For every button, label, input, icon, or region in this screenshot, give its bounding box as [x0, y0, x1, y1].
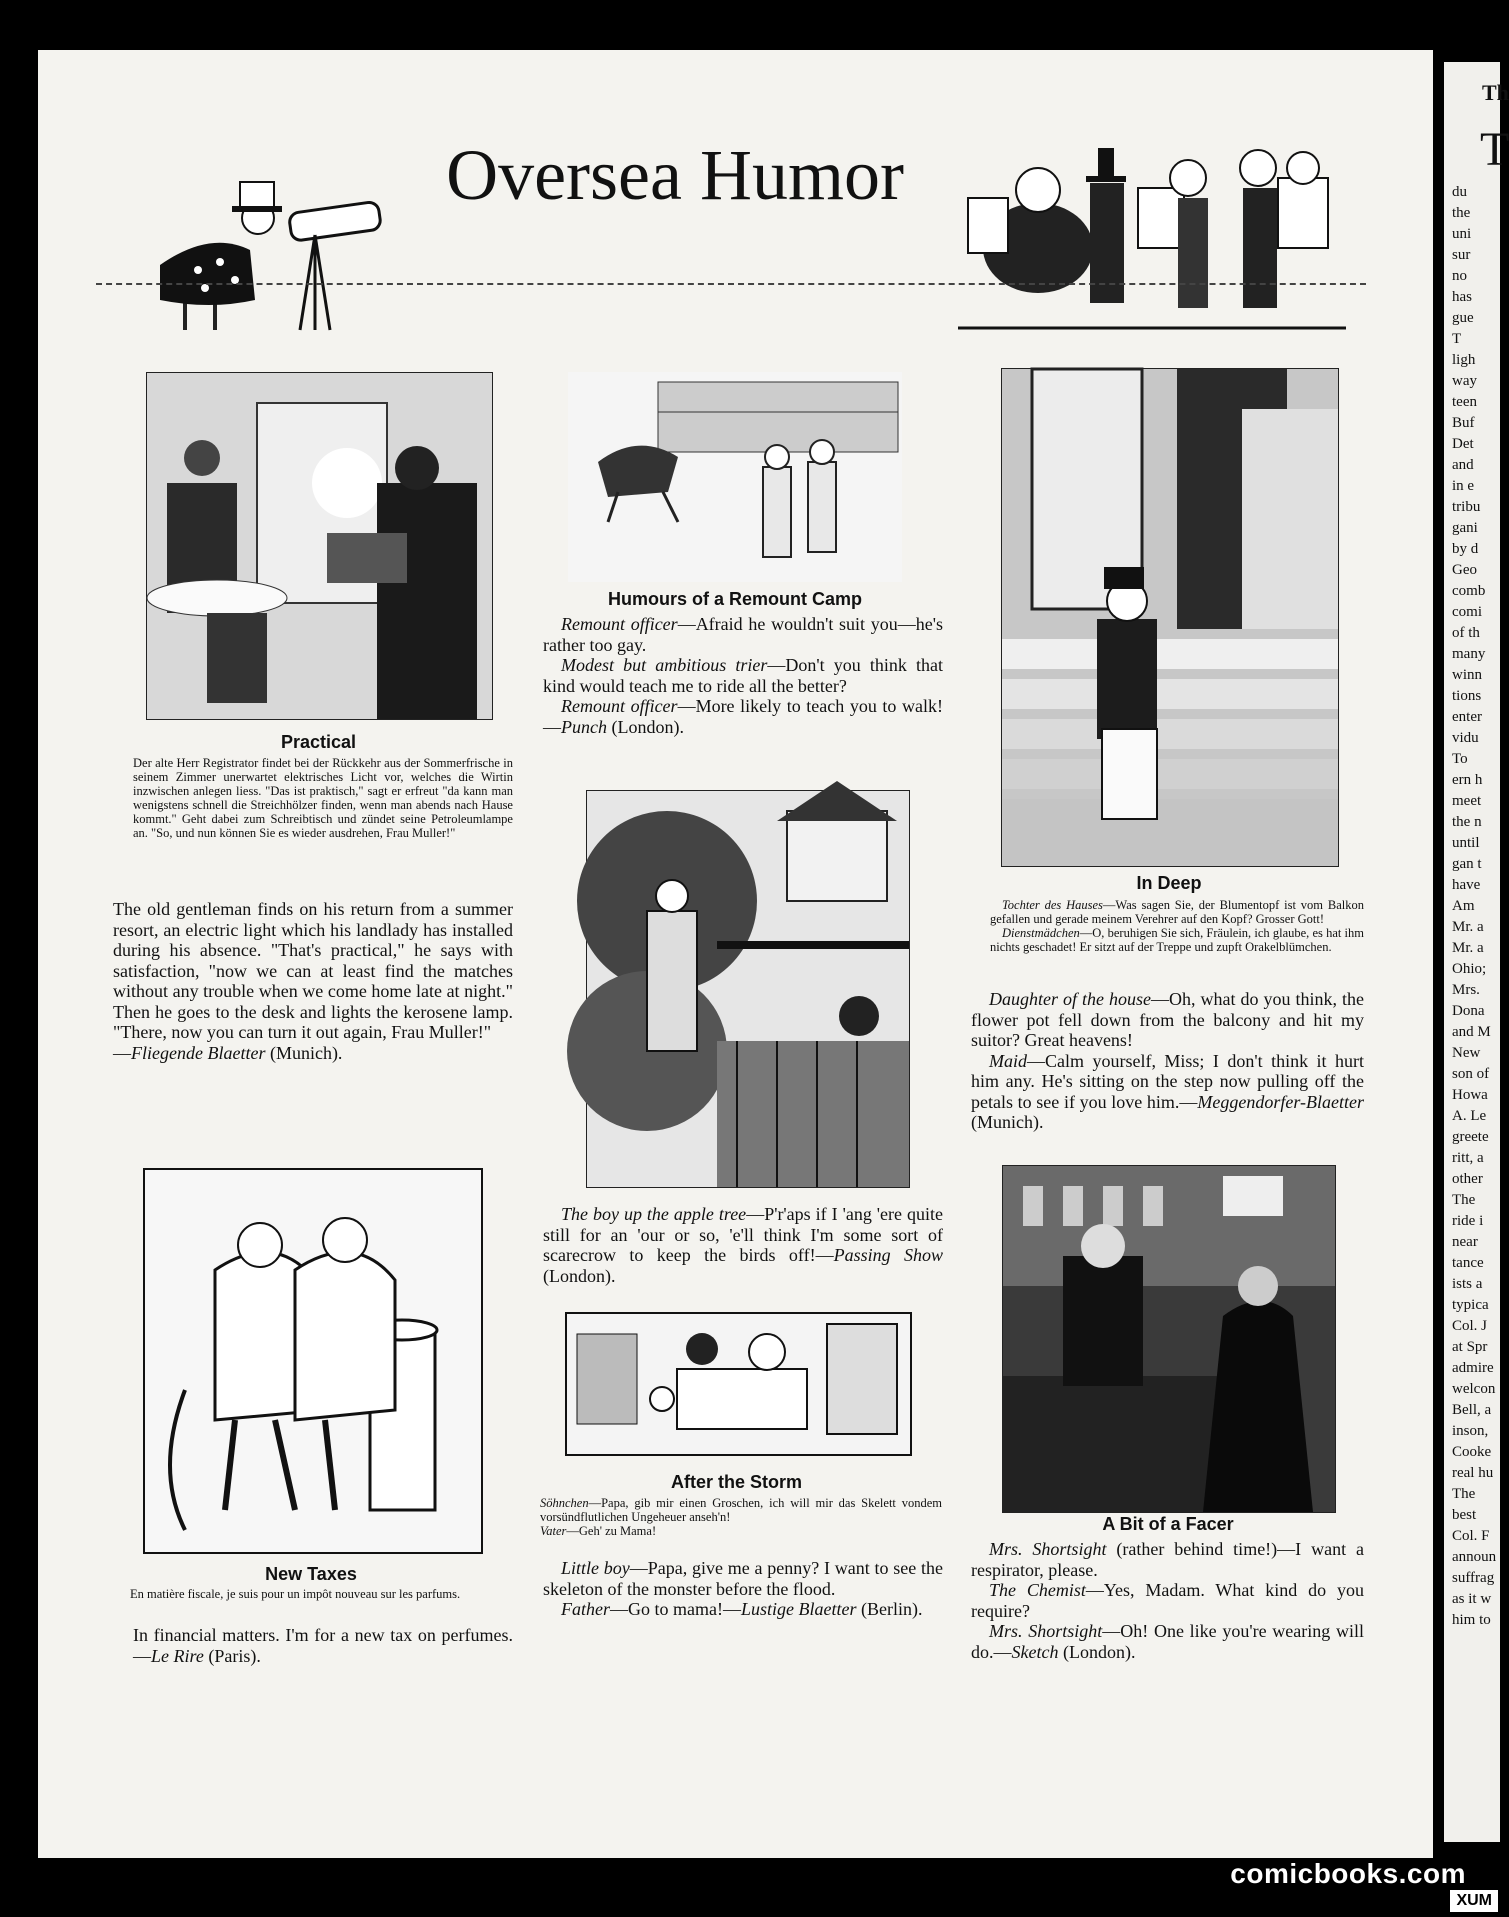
next-page-fragment: Mr. a: [1452, 940, 1484, 956]
dialogue-line: [971, 1580, 1364, 1621]
dialogue-line: Remount officer—More likely to teach you to walk!—Punch (London).: [543, 696, 943, 737]
next-page-fragment: best: [1452, 1507, 1477, 1523]
apple-tree-cartoon-illustration: [586, 790, 910, 1188]
caption-in-deep: In Deep: [1136, 873, 1202, 893]
next-page-fragment: other: [1452, 1171, 1483, 1187]
dialogue-text: —Geh' zu Mama!: [566, 1524, 657, 1538]
dialogue-text: —Don't you think that kind would teach me to ride all the better?: [543, 655, 943, 696]
dialogue-line: [540, 1496, 942, 1524]
dialogue-line: Mrs. Shortsight—Oh! One like you're wearing will do.—Sketch (London).: [971, 1621, 1364, 1662]
next-page-fragment: Am: [1452, 898, 1475, 914]
dialogue-line: [971, 989, 1364, 1051]
source-title: Punch: [561, 716, 607, 737]
dialogue-line: [971, 1539, 1364, 1580]
dialogue-line: The boy up the apple tree—P'r'aps if I 'ang 'ere quite still for an 'our or so, 'e'll think I'm some sort of scarecrow to keep the birds off!—Passing Show (London).: [543, 1204, 944, 1286]
speaker-name: Modest but ambitious trier: [561, 655, 768, 675]
speaker-name: The boy up the apple tree: [561, 1204, 747, 1224]
original-text-new-taxes: En matière fiscale, je suis pour un impôt nouveau sur les parfums.: [130, 1587, 461, 1601]
next-page-fragment: Dona: [1452, 1003, 1485, 1019]
next-page-fragment: until: [1452, 835, 1480, 851]
dialogue-text: —P'r'aps if I 'ang 'ere quite still for an 'our or so, 'e'll think I'm some sort of scarecrow to keep the birds off!: [543, 1204, 943, 1265]
source-city: (Paris).: [208, 1645, 261, 1666]
speaker-name: The Chemist: [989, 1580, 1086, 1600]
translation-practical: The old gentleman finds on his return from a summer resort, an electric light which his landlady has installed during his absence. "That's practical," he says with satisfaction, "now we can at least find the matches without any trouble when we come home late at night." Then he goes to the desk and lights the kerosene lamp. "There, now you can turn it out again, Frau Muller!" —Fliegende Blaetter (Munich).: [113, 899, 513, 1063]
source-city: (London).: [611, 716, 684, 737]
speaker-name: Remount officer: [561, 614, 678, 634]
next-page-fragment: meet: [1452, 793, 1482, 809]
dialogue-in-deep: [971, 989, 1364, 1133]
speaker-name: Daughter of the house: [989, 989, 1151, 1009]
next-page-fragment: many: [1452, 646, 1486, 662]
dialogue-text: —Yes, Madam. What kind do you require?: [971, 1580, 1364, 1621]
source-city: (London).: [543, 1265, 616, 1286]
dialogue-line: Father—Go to mama!—Lustige Blaetter (Berlin).: [561, 1599, 923, 1619]
dialogue-text: —Oh, what do you think, the flower pot fell down from the balcony and hit my suitor? Great heavens!: [971, 989, 1364, 1050]
site-watermark: comicbooks.com: [1230, 1858, 1466, 1889]
next-page-fragment: him to: [1452, 1612, 1491, 1628]
dialogue-bit-of-a-facer: [971, 1539, 1364, 1662]
next-page-fragment: sur: [1452, 247, 1471, 263]
next-page-fragment: tance: [1452, 1255, 1484, 1271]
dialogue-line: [543, 655, 943, 696]
next-page-fragment: A. Le: [1452, 1108, 1487, 1124]
next-page-fragment: Geo: [1452, 562, 1477, 578]
next-page-fragment: at Spr: [1452, 1339, 1488, 1355]
next-page-fragment: son of: [1452, 1066, 1490, 1082]
next-page-text-fragments: [1452, 182, 1500, 1631]
next-page-fragment: and M: [1452, 1024, 1491, 1040]
speaker-name: Dienstmädchen: [1002, 926, 1080, 940]
next-page-fragment: The: [1452, 1486, 1476, 1502]
dialogue-text: (rather behind time!)—I want a respirator, please.: [971, 1539, 1364, 1580]
dialogue-text: —Afraid he wouldn't suit you—he's rather too gay.: [543, 614, 943, 655]
source-city: (London).: [1062, 1641, 1136, 1662]
next-page-fragment: ists a: [1452, 1276, 1483, 1292]
dialogue-text: —Papa, give me a penny? I want to see the skeleton of the monster before the flood.: [543, 1558, 943, 1599]
next-page-fragment: Buf: [1452, 415, 1475, 431]
next-page-fragment: tribu: [1452, 499, 1481, 515]
next-page-fragment: Col. F: [1452, 1528, 1490, 1544]
next-page-fragment: of th: [1452, 625, 1480, 641]
next-page-fragment: near: [1452, 1234, 1478, 1250]
dialogue-text: —O, beruhigen Sie sich, Fräulein, ich glaube, es hat ihm nichts geschadet! Er sitzt auf der Treppe und zupft Orakelblümchen.: [990, 926, 1364, 954]
next-page-fragment: inson,: [1452, 1423, 1489, 1439]
newsreaders-crowd-illustration: [958, 128, 1346, 338]
speaker-name: Söhnchen: [540, 1496, 589, 1510]
next-page-fragment: Mr. a: [1452, 919, 1484, 935]
speaker-name: Remount officer: [561, 696, 678, 716]
next-page-fragment: enter: [1452, 709, 1482, 725]
dialogue-text: —Was sagen Sie, der Blumentopf ist vom Balkon gefallen und gerade meinem Verehrer auf den Kopf? Grosser Gott!: [990, 898, 1364, 926]
original-text-after-the-storm: [540, 1496, 942, 1538]
next-page-fragment: comb: [1452, 583, 1486, 599]
speaker-name: Little boy: [561, 1558, 630, 1578]
next-page-fragment: ern h: [1452, 772, 1483, 788]
caption-practical: Practical: [280, 732, 357, 752]
next-page-fragment: ritt, a: [1452, 1150, 1484, 1166]
next-page-fragment: gan t: [1452, 856, 1482, 872]
next-page-fragment: T: [1452, 331, 1462, 347]
next-page-heading: Th: [1482, 80, 1509, 105]
next-page-fragment: The: [1452, 1192, 1476, 1208]
source-title: Passing Show: [833, 1245, 944, 1265]
source-title: Le Rire: [151, 1645, 204, 1666]
dialogue-line: [540, 1524, 942, 1538]
source-city: (Munich).: [971, 1112, 1044, 1132]
next-page-fragment: gue: [1452, 310, 1474, 326]
next-page-fragment: Howa: [1452, 1087, 1488, 1103]
dialogue-line: [990, 926, 1364, 954]
next-page-fragment: du: [1452, 184, 1467, 200]
speaker-name: Mrs. Shortsight: [989, 1621, 1103, 1641]
dialogue-remount-camp: [543, 614, 943, 737]
dialogue-line: [543, 614, 943, 655]
next-page-fragment: welcon: [1452, 1381, 1496, 1397]
next-page-fragment: suffrag: [1452, 1570, 1495, 1586]
next-page-fragment: Col. J: [1452, 1318, 1488, 1334]
caption-new-taxes: New Taxes: [265, 1564, 357, 1584]
dialogue-apple-tree: [543, 1204, 943, 1286]
translation-new-taxes: In financial matters. I'm for a new tax on perfumes.—Le Rire (Paris).: [133, 1625, 513, 1666]
next-page-fragment: uni: [1452, 226, 1472, 242]
next-page-fragment: vidu: [1452, 730, 1479, 746]
original-text-practical: Der alte Herr Registrator findet bei der Rückkehr aus der Sommerfrische in seinem Zimmer unerwartet elektrisches Licht vor, welches die Wirtin inzwischen anlegen liess. "Das ist praktisch," sagt er erfreut "da kann man wenigstens schnell die Streichhölzer finden, wenn man abends nach Hause kommt." Geht dabei zum Schreibtisch und zündet seine Petroleumlampe an. "So, und nun können Sie es wieder ausdrehen, Frau Muller!": [133, 756, 513, 840]
speaker-name: Father: [561, 1599, 610, 1619]
next-page-fragment: the n: [1452, 814, 1482, 830]
next-page-fragment: Cooke: [1452, 1444, 1492, 1460]
next-page-fragment: Ohio;: [1452, 961, 1487, 977]
next-page-fragment: and: [1452, 457, 1474, 473]
speaker-name: Maid: [989, 1050, 1027, 1071]
next-page-fragment: have: [1452, 877, 1481, 893]
next-page-fragment: Bell, a: [1452, 1402, 1492, 1418]
dialogue-text: —Oh! One like you're wearing will do.: [971, 1621, 1364, 1662]
original-text-in-deep: [990, 898, 1364, 954]
next-page-fragment: typica: [1452, 1297, 1489, 1313]
bit-of-a-facer-cartoon-illustration: [1002, 1165, 1336, 1513]
next-page-fragment: New: [1452, 1045, 1481, 1061]
dialogue-text: —More likely to teach you to walk!: [677, 696, 943, 716]
source-title: Meggendorfer-Blaetter: [1197, 1091, 1364, 1112]
watermark-tag: XUM: [1450, 1890, 1498, 1912]
translation-new-taxes-text: In financial matters. I'm for a new tax on perfumes.: [133, 1625, 513, 1645]
caption-after-the-storm: After the Storm: [670, 1472, 802, 1492]
next-page-fragment: as it w: [1452, 1591, 1492, 1607]
page-title: Oversea Humor: [446, 135, 904, 215]
next-page-fragment: comi: [1452, 604, 1482, 620]
dialogue-text: —Go to mama!: [610, 1599, 723, 1619]
next-page-fragment: real hu: [1452, 1465, 1494, 1481]
next-page-fragment: winn: [1452, 667, 1482, 683]
speaker-name: Vater: [540, 1524, 567, 1538]
dialogue-line: [990, 898, 1364, 926]
speaker-name: Tochter des Hauses: [1002, 898, 1103, 912]
next-page-fragment: admire: [1452, 1360, 1494, 1376]
after-the-storm-cartoon-illustration: [565, 1312, 912, 1456]
next-page-fragment: teen: [1452, 394, 1477, 410]
next-page-fragment: To: [1452, 751, 1468, 767]
next-page-fragment: greete: [1452, 1129, 1489, 1145]
speaker-name: Mrs. Shortsight: [989, 1539, 1107, 1559]
caption-remount-camp: Humours of a Remount Camp: [607, 589, 862, 609]
next-page-drop-cap: T: [1480, 123, 1509, 176]
in-deep-cartoon-illustration: [1001, 368, 1339, 867]
caption-bit-of-a-facer: A Bit of a Facer: [1102, 1514, 1234, 1534]
source-city: (Berlin).: [860, 1599, 923, 1619]
source-title: Fliegende Blaetter: [131, 1042, 266, 1063]
next-page-fragment: way: [1452, 373, 1477, 389]
next-page-fragment: no: [1452, 268, 1467, 284]
next-page-fragment: has: [1452, 289, 1472, 305]
source-title: Sketch: [1011, 1641, 1059, 1662]
next-page-fragment: Det: [1452, 436, 1474, 452]
dialogue-line: [543, 1558, 943, 1599]
next-page-fragment: the: [1452, 205, 1471, 221]
next-page-edge: [1444, 62, 1509, 1842]
next-page-fragment: by d: [1452, 541, 1479, 557]
next-page-fragment: in e: [1452, 478, 1475, 494]
uncle-sam-telescope-illustration: [140, 170, 380, 335]
source-city: (Munich).: [269, 1042, 343, 1063]
source-title: Lustige Blaetter: [740, 1599, 857, 1619]
next-page-fragment: announ: [1452, 1549, 1497, 1565]
next-page-fragment: Mrs.: [1452, 982, 1480, 998]
new-taxes-cartoon-illustration: [143, 1168, 483, 1554]
dialogue-after-the-storm: [543, 1558, 943, 1620]
banner-ground-line: [96, 283, 1366, 285]
next-page-fragment: ligh: [1452, 352, 1476, 368]
dialogue-line: Maid—Calm yourself, Miss; I don't think it hurt him any. He's sitting on the step now pulling off the petals to see if you love him.—Meggendorfer-Blaetter (Munich).: [971, 1050, 1364, 1132]
dialogue-text: —Papa, gib mir einen Groschen, ich will mir das Skelett vondem vorsündflutlichen Ungeheuer anseh'n!: [540, 1496, 942, 1524]
next-page-fragment: ride i: [1452, 1213, 1484, 1229]
translation-practical-text: The old gentleman finds on his return from a summer resort, an electric light which his landlady has installed during his absence. "That's practical," he says with satisfaction, "now we can at least find the matches without any trouble when we come home late at night." Then he goes to the desk and lights the kerosene lamp. "There, now you can turn it out again, Frau Muller!": [113, 899, 513, 1042]
next-page-fragment: tions: [1452, 688, 1482, 704]
dialogue-text: —Calm yourself, Miss; I don't think it hurt him any. He's sitting on the step now pulling off the petals to see if you love him.: [971, 1050, 1364, 1112]
practical-cartoon-illustration: [146, 372, 493, 720]
remount-camp-cartoon-illustration: [568, 372, 902, 582]
next-page-fragment: gani: [1452, 520, 1478, 536]
